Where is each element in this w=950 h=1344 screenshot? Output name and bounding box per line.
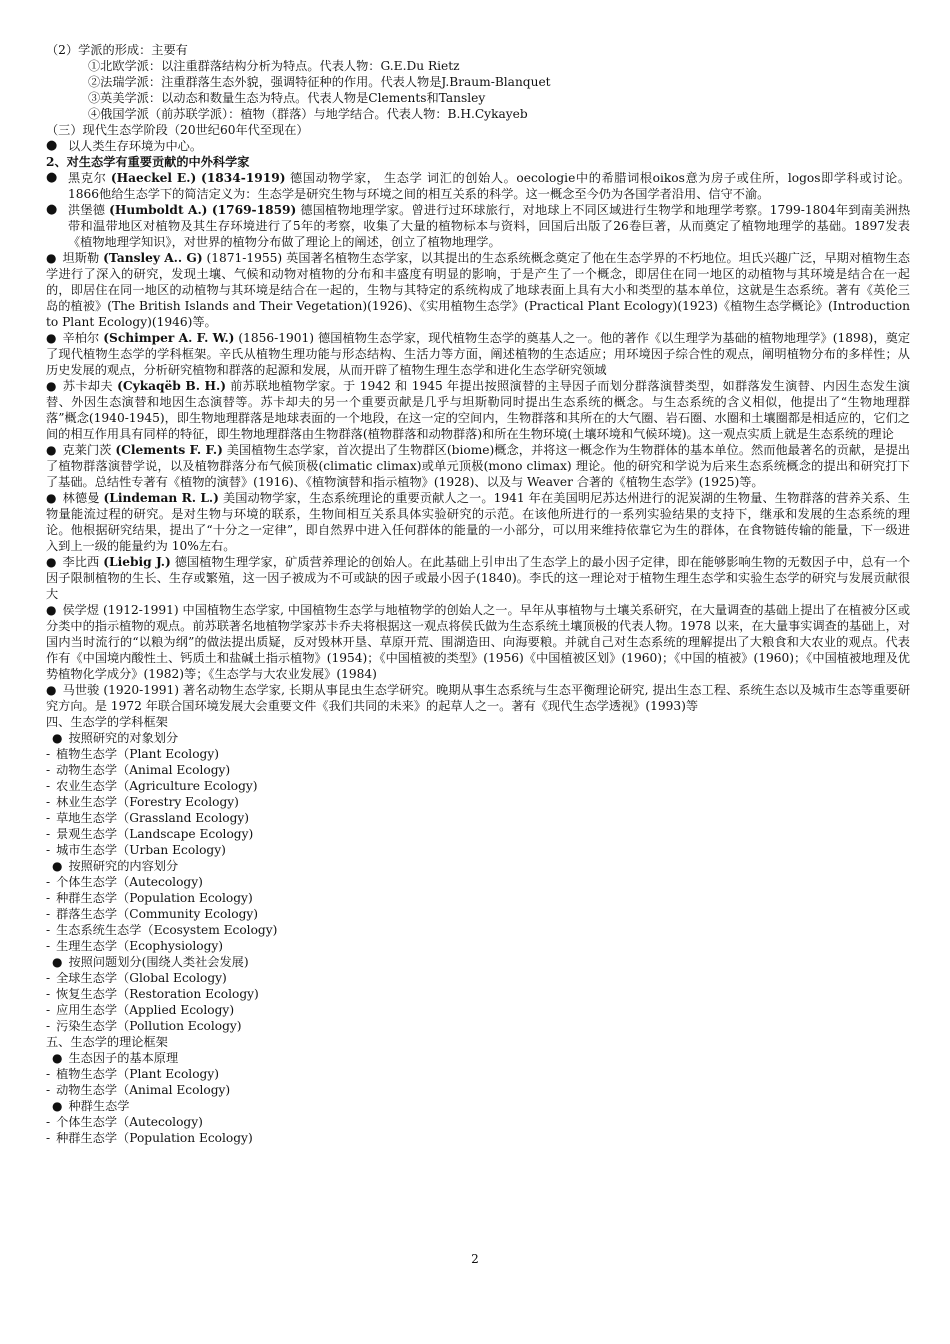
list-item-text: 个体生态学（Autecology)	[56, 1115, 203, 1129]
category-heading	[46, 858, 910, 874]
list-item-text: 恢复生态学（Restoration Ecology)	[56, 987, 259, 1001]
list-item-text: 群落生态学（Community Ecology)	[56, 907, 259, 921]
scientist-name: 侯学煜	[62, 603, 100, 617]
list-item-text: 植物生态学（Plant Ecology)	[56, 1067, 219, 1081]
scientist-description: 美国植物生态学家，首次提出了生物群区(biome)概念，并将这一概念作为生物群体的基本单位。然而他最著名的贡献，是提出了植物群落演替学说，以及植物群落分布气候顶极(climatic climax)或单元顶极(mono climax) 理论。他的研究和学说为后来生态系统概念的提出和研究打下了基础。总结性专著有《植物的演替》(1916)、《植物演替和指示植物》(1928)、以及与 Weaver 合著的《植物生态学》(1925)等。	[46, 443, 910, 489]
theory-heading: 五、生态学的理论框架	[46, 1035, 168, 1049]
scientist-entry	[46, 250, 910, 330]
list-item	[46, 1114, 910, 1130]
category-title: 种群生态学	[68, 1099, 130, 1113]
scientist-description: 前苏联地植物学家。于 1942 和 1945 年提出按照演替的主导因子而划分群落演替类型，如群落发生演替、内因生态发生演替、外因生态演替和地因生态演替等。苏卡却夫的另一个重要贡献是几乎与坦斯勒同时提出生态系统的概念。与生态系统的含义相似，他提出了“生物地理群落”概念(1940-1945)，即生物地理群落是地球表面的一个地段，在这一定的空间内，生物群落和其所在的大气圈、岩石圈、水圈和土壤圈都是相适应的，它们之间的相互作用具有同样的特征，即生物地理群落由生物群落(植物群落和动物群落)和所在生物环境(土壤环境和气候环境)。这一观点实质上就是生态系统的理论	[46, 379, 911, 441]
dash-marker: -	[46, 747, 51, 761]
bullet-icon: ●	[52, 1051, 63, 1065]
list-item	[46, 1082, 910, 1098]
dash-marker: -	[46, 939, 51, 953]
document-body	[46, 42, 910, 1146]
bullet-icon: ●	[52, 955, 63, 969]
bullet-icon: ●	[52, 1099, 63, 1113]
list-item	[46, 906, 910, 922]
bullet-icon: ●	[46, 443, 57, 457]
list-item-text: 生理生态学（Ecophysiology)	[56, 939, 224, 953]
scientist-description: 德国植物生理学家，矿质营养理论的创始人。在此基础上引申出了生态学上的最小因子定律，即在能够影响生物的无数因子中，总有一个因子限制植物的生长、生存或繁殖，这一因子被成为不可或缺的因子或最小因子(1840)。李氏的这一理论对于植物生理生态学和实验生态学的研究与发展贡献很大	[46, 555, 911, 601]
scientist-entry	[46, 202, 910, 250]
list-item-text: 林业生态学（Forestry Ecology)	[56, 795, 239, 809]
dash-marker: -	[46, 987, 51, 1001]
modern-bullet	[46, 138, 910, 154]
bullet-icon: ●	[52, 859, 63, 873]
list-item	[46, 986, 910, 1002]
scientist-entry	[46, 170, 910, 202]
scientist-latin-name: (Humboldt A.) (1769-1859)	[109, 203, 297, 217]
category-heading	[46, 1098, 910, 1114]
bullet-icon: ●	[46, 138, 58, 153]
dash-marker: -	[46, 1115, 51, 1129]
dash-marker: -	[46, 907, 51, 921]
dash-marker: -	[46, 795, 51, 809]
dash-marker: -	[46, 843, 51, 857]
dash-marker: -	[46, 1067, 51, 1081]
dash-marker: -	[46, 1003, 51, 1017]
list-item-text: 个体生态学（Autecology)	[56, 875, 203, 889]
dash-marker: -	[46, 891, 51, 905]
list-item	[46, 826, 910, 842]
dash-marker: -	[46, 971, 51, 985]
dash-marker: -	[46, 875, 51, 889]
scientist-entry	[46, 554, 910, 602]
scientist-entry	[46, 602, 910, 682]
bullet-icon: ●	[46, 603, 57, 617]
list-item-text: 生态系统生态学（Ecosystem Ecology)	[56, 923, 278, 937]
list-item	[46, 842, 910, 858]
category-title: 生态因子的基本原理	[68, 1051, 179, 1065]
bullet-icon: ●	[46, 555, 57, 569]
list-item	[46, 890, 910, 906]
scientists-heading: 2、对生态学有重要贡献的中外科学家	[46, 155, 250, 169]
scientist-name: 苏卡却夫	[62, 379, 113, 393]
school-item: ②法瑞学派：注重群落生态外貌，强调特征种的作用。代表人物是J.Braum-Blanquet	[88, 75, 551, 89]
list-item-text: 应用生态学（Applied Ecology)	[56, 1003, 235, 1017]
scientist-name: 坦斯勒	[62, 251, 100, 265]
dash-marker: -	[46, 763, 51, 777]
scientist-name: 克莱门茨	[62, 443, 112, 457]
dash-marker: -	[46, 923, 51, 937]
category-heading	[46, 730, 910, 746]
scientist-name: 黑克尔	[68, 171, 107, 185]
scientist-description: (1920-1991) 著名动物生态学家, 长期从事昆虫生态学研究。晚期从事生态系统与生态平衡理论研究, 提出生态工程、系统生态以及城市生态等重要研究方向。是 1972 年联合国环境发展大会重要文件《我们共同的未来》的起草人之一。著有《现代生态学透视》(1993)等	[46, 683, 911, 713]
modern-bullet-text: 以人类生存环境为中心。	[68, 139, 203, 153]
scientist-latin-name: (Liebig J.)	[103, 555, 171, 569]
scientist-entry	[46, 442, 910, 490]
category-heading	[46, 1050, 910, 1066]
scientist-latin-name: (Cykaqёb B. H.)	[117, 379, 227, 393]
list-item-text: 景观生态学（Landscape Ecology)	[56, 827, 254, 841]
scientist-name: 林德曼	[62, 491, 100, 505]
dash-marker: -	[46, 1083, 51, 1097]
modern-heading: （三）现代生态学阶段（20世纪60年代至现在）	[46, 123, 309, 137]
school-item: ④俄国学派（前苏联学派）：植物（群落）与地学结合。代表人物：B.H.Cykayeb	[88, 107, 528, 121]
list-item	[46, 938, 910, 954]
scientist-entry	[46, 330, 910, 378]
scientist-description: 德国植物地理学家。曾进行过环球旅行，对地球上不同区域进行生物学和地理学考察。1799-1804年到南美洲热带和温带地区对植物及其生存环境进行了5年的考察，收集了大量的植物标本与资料，回国后出版了26卷巨著，从而奠定了植物地理学的基础。1897发表《植物地理学知识》，对世界的植物分布做了理论上的阐述，创立了植物地理学。	[68, 203, 911, 249]
bullet-icon: ●	[46, 491, 57, 505]
list-item-text: 城市生态学（Urban Ecology)	[56, 843, 226, 857]
scientist-description: (1912-1991) 中国植物生态学家, 中国植物生态学与地植物学的创始人之一。早年从事植物与土壤关系研究，在大量调查的基础上提出了在植被分区或分类中的指示植物的观点。前苏联著名地植物学家苏卡乔夫将根据这一观点将侯氏做为生态系统土壤顶极的代表人物。1978 以来，在大量事实调查的基础上，对国内当时流行的“以粮为纲”的做法提出质疑，反对毁林开垦、草原开荒、围湖造田、向海要粮。并就自己对生态系统的理解提出了大粮食和大农业的观点。代表作有《中国境内酸性土、钙质土和盐碱土指示植物》(1954)；《中国植被的类型》(1956)《中国植被区划》(1960)；《中国的植被》(1960)；《中国植被地理及优势植物化学成分》(1982)等；《生态学与大农业发展》(1984)	[46, 603, 911, 681]
scientist-name: 辛柏尔	[62, 331, 100, 345]
scientist-name: 李比西	[62, 555, 100, 569]
list-item	[46, 1018, 910, 1034]
scientist-entry	[46, 682, 910, 714]
list-item	[46, 794, 910, 810]
scientist-latin-name: (Lindeman R. L.)	[103, 491, 219, 505]
theory-list	[46, 1050, 910, 1146]
bullet-icon: ●	[46, 251, 57, 265]
list-item	[46, 1130, 910, 1146]
bullet-icon: ●	[46, 202, 58, 217]
list-item	[46, 778, 910, 794]
scientist-description: (1856-1901) 德国植物生态学家，现代植物生态学的奠基人之一。他的著作《以生理学为基础的植物地理学》(1898)，奠定了现代植物生态学的学科框架。辛氏从植物生理功能与形态结构、生活力等方面，阐述植物的生态适应；用环境因子综合性的观点，阐明植物分布的多样性；从历史发展的观点，分析研究植物和群落的起源和发展，从而开辟了植物生理生态学和进化生态学研究领域	[46, 331, 911, 377]
dash-marker: -	[46, 1019, 51, 1033]
framework-heading: 四、生态学的学科框架	[46, 715, 168, 729]
scientist-name: 洪堡德	[68, 203, 106, 217]
scientist-description: 美国动物学家，生态系统理论的重要贡献人之一。1941 年在美国明尼苏达州进行的泥炭湖的生物量、生物群落的营养关系、生物量能流过程的研究。是对生物与环境的联系，生物间相互关系具体实验研究的示范。在该他所进行的一系列实验结果的支持下，继承和发展的生态系统的理论。他根据研究结果，提出了“十分之一定律”，即自然界中进入任何群体的能量的一小部分，可以用来维持依靠它为生的群体，在食物链传输的能量，下一级进入到上一级的能量约为 10%左右。	[46, 491, 911, 553]
bullet-icon: ●	[46, 379, 57, 393]
bullet-icon: ●	[46, 683, 57, 697]
category-heading	[46, 954, 910, 970]
scientist-entry	[46, 378, 910, 442]
list-item	[46, 810, 910, 826]
dash-marker: -	[46, 779, 51, 793]
list-item-text: 污染生态学（Pollution Ecology)	[56, 1019, 242, 1033]
school-item: ③英美学派：以动态和数量生态为特点。代表人物是Clements和Tansley	[88, 91, 486, 105]
bullet-icon: ●	[52, 731, 63, 745]
list-item	[46, 1002, 910, 1018]
list-item-text: 全球生态学（Global Ecology)	[56, 971, 227, 985]
list-item-text: 种群生态学（Population Ecology)	[56, 891, 253, 905]
scientist-latin-name: (Haeckel E.) (1834-1919)	[110, 171, 286, 185]
list-item-text: 草地生态学（Grassland Ecology)	[56, 811, 250, 825]
school-item: ①北欧学派：以注重群落结构分析为特点。代表人物：G.E.Du Rietz	[88, 59, 460, 73]
scientist-latin-name: (Tansley A.. G)	[103, 251, 203, 265]
scientist-description: 德国动物学家， 生态学 词汇的创始人。oecologie中的希腊词根oikos意为房子或住所，logos即学科或讨论。1866他给生态学下的简洁定义为：生态学是研究生物与环境之间的相互关系的科学。这一概念至今仍为各国学者沿用、信守不渝。	[68, 171, 911, 201]
scientist-list	[46, 170, 910, 714]
category-title: 按照问题划分(围绕人类社会发展)	[68, 955, 249, 969]
list-item	[46, 746, 910, 762]
scientist-description: (1871-1955) 英国著名植物生态学家，以其提出的生态系统概念奠定了他在生态学界的不朽地位。坦氏兴趣广泛，早期对植物生态学进行了深入的研究，发现土壤、气候和动物对植物的分布和丰盛度有明显的影响，于是产生了一个概念，即居住在同一地区的动植物与其环境是结合在一起的，即居住在同一地区的动植物与其环境是结合在一起的，生物与其特定的系统构成了地球表面上具有大小和类型的基本单位，这就是生态系统。著有《英伦三岛的植被》(The British Islands and Their Vegetation)(1926)、《实用植物生态学》(Practical Plant Ecology)(1923)《植物生态学概论》(Introduction to Plant Ecology)(1946)等。	[46, 251, 910, 329]
list-item	[46, 1066, 910, 1082]
list-item-text: 动物生态学（Animal Ecology)	[56, 1083, 231, 1097]
category-title: 按照研究的对象划分	[68, 731, 179, 745]
list-item-text: 种群生态学（Population Ecology)	[56, 1131, 253, 1145]
scientist-name: 马世骏	[62, 683, 100, 697]
dash-marker: -	[46, 827, 51, 841]
dash-marker: -	[46, 811, 51, 825]
list-item	[46, 762, 910, 778]
scientist-latin-name: (Schimper A. F. W.)	[103, 331, 235, 345]
category-title: 按照研究的内容划分	[68, 859, 179, 873]
scientist-entry	[46, 490, 910, 554]
list-item	[46, 970, 910, 986]
list-item-text: 动物生态学（Animal Ecology)	[56, 763, 231, 777]
list-item-text: 植物生态学（Plant Ecology)	[56, 747, 219, 761]
list-item	[46, 922, 910, 938]
framework-list	[46, 730, 910, 1034]
school-heading: （2）学派的形成：主要有	[46, 43, 188, 57]
list-item	[46, 874, 910, 890]
bullet-icon: ●	[46, 331, 57, 345]
bullet-icon: ●	[46, 170, 58, 185]
list-item-text: 农业生态学（Agriculture Ecology)	[56, 779, 258, 793]
page-number: 2	[471, 1252, 479, 1266]
dash-marker: -	[46, 1131, 51, 1145]
scientist-latin-name: (Clements F. F.)	[115, 443, 223, 457]
